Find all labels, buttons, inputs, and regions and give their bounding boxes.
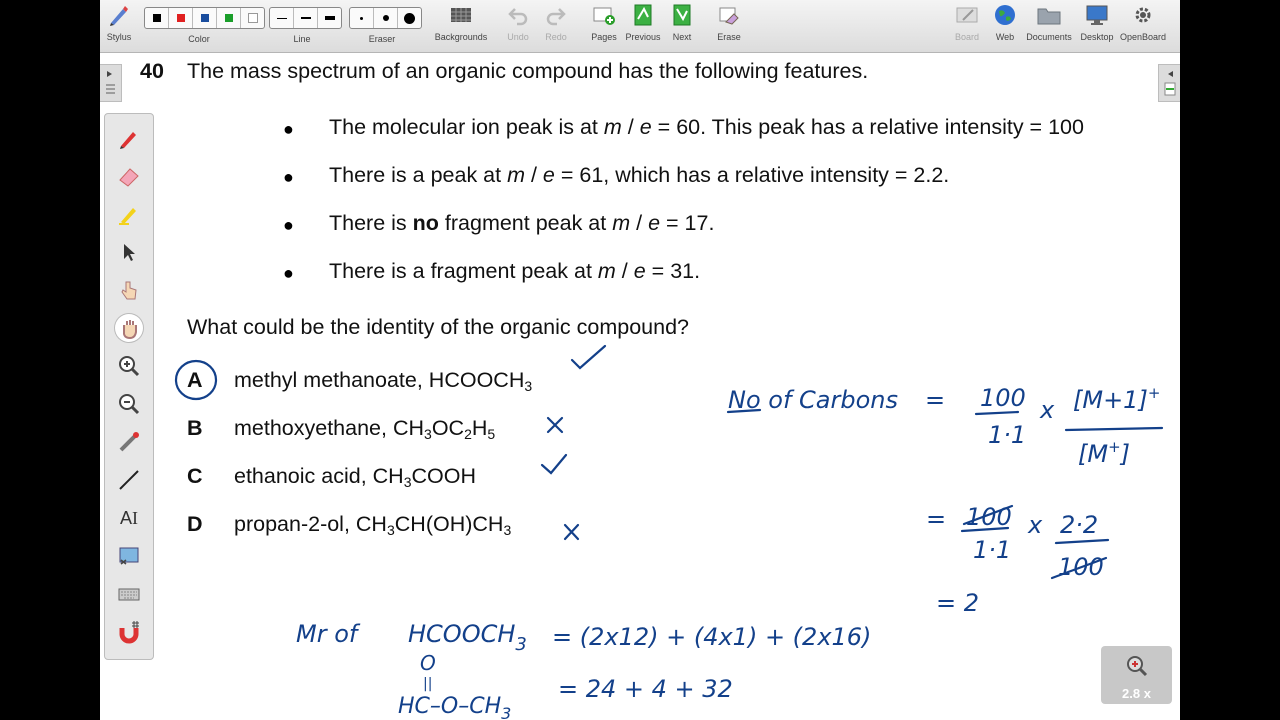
redo-icon xyxy=(543,2,569,28)
bullet-text: There is no fragment peak at m / e = 17. xyxy=(329,211,715,235)
undo-icon xyxy=(505,2,531,28)
bullet-text: The molecular ion peak is at m / e = 60. This peak has a relative intensity = 100 xyxy=(329,115,1084,139)
previous-page-icon xyxy=(630,2,656,28)
zoom-out-tool[interactable] xyxy=(115,390,143,418)
numerator-2-2: 2·2 xyxy=(1060,511,1099,539)
equals-sign: = xyxy=(925,386,946,414)
eraser-icon xyxy=(117,164,141,188)
pen-tool[interactable] xyxy=(115,124,143,152)
result-equals-2: = 2 xyxy=(936,589,980,617)
selector-tool[interactable] xyxy=(115,238,143,266)
ink-annotations xyxy=(100,0,1180,720)
zoom-magnifier-icon xyxy=(1123,652,1151,680)
pages-button[interactable]: Pages xyxy=(589,2,619,42)
eraser-medium[interactable] xyxy=(374,8,398,28)
m-plus-1: [M+1]+ xyxy=(1073,384,1161,414)
tick-mark xyxy=(572,346,605,368)
m-plus: [M+] xyxy=(1078,438,1131,468)
text-tool[interactable] xyxy=(115,504,143,532)
bullet-dot: ● xyxy=(283,167,294,187)
bullet-dot: ● xyxy=(283,263,294,283)
pen-icon xyxy=(117,126,141,150)
bullet-dot: ● xyxy=(283,119,294,139)
magnet-grid-tool[interactable] xyxy=(115,618,143,646)
question-prompt: What could be the identity of the organic compound? xyxy=(187,315,689,339)
color-green[interactable] xyxy=(217,8,241,28)
color-palette xyxy=(144,7,265,29)
underline-stroke xyxy=(728,410,760,412)
line-width-selector xyxy=(269,7,342,29)
backgrounds-button[interactable]: Backgrounds xyxy=(434,2,488,42)
grid-icon xyxy=(448,2,474,28)
right-panel-toggle[interactable] xyxy=(1158,64,1180,102)
laser-pointer-icon xyxy=(117,430,141,454)
board-icon xyxy=(954,2,980,28)
sum-expression: = 24 + 4 + 32 xyxy=(558,675,733,703)
zoom-level: 2.8 x xyxy=(1122,686,1151,701)
highlighter-tool[interactable] xyxy=(115,200,143,228)
option-letter: A xyxy=(187,368,203,392)
structure-chain: $HC-O-CH_3$ xyxy=(398,694,512,720)
magnet-icon xyxy=(117,620,141,644)
option-d-text: propan-2-ol, $CH_3CH(OH)CH_3$ xyxy=(234,512,512,538)
color-white[interactable] xyxy=(241,8,264,28)
carbons-label: No of Carbons xyxy=(728,386,898,414)
left-panel-toggle[interactable] xyxy=(100,64,122,102)
line-tool[interactable] xyxy=(115,466,143,494)
keyboard-icon xyxy=(117,582,141,606)
globe-icon xyxy=(992,2,1018,28)
question-number: 40 xyxy=(140,59,164,83)
highlighter-icon xyxy=(117,202,141,226)
whiteboard-page[interactable] xyxy=(100,0,1180,720)
option-letter: B xyxy=(187,416,203,440)
option-a-text: methyl methanoate, $HCOOCH_3$ xyxy=(234,368,533,394)
text-ai-icon: AI xyxy=(119,507,138,528)
mr-formula: $HCOOCH_3$ xyxy=(408,620,527,655)
hand-icon xyxy=(117,316,141,340)
denominator-1-1: 1·1 xyxy=(973,536,1012,564)
option-letter: C xyxy=(187,464,203,488)
option-letter: D xyxy=(187,512,203,536)
undo-button[interactable]: Undo xyxy=(504,2,532,42)
stylus-icon xyxy=(106,2,132,28)
stylus-button[interactable]: Stylus xyxy=(104,2,134,42)
board-button[interactable]: Board xyxy=(952,2,982,42)
erase-page-icon xyxy=(716,2,742,28)
fraction-bar xyxy=(962,528,1008,531)
bullet-text: There is a fragment peak at m / e = 31. xyxy=(329,259,701,283)
cross-mark xyxy=(565,525,578,539)
fraction-bar xyxy=(976,412,1018,414)
monitor-icon xyxy=(1084,2,1110,28)
mr-label: Mr of xyxy=(296,620,358,648)
web-button[interactable]: Web xyxy=(992,2,1018,42)
keyboard-tool[interactable] xyxy=(115,580,143,608)
question-stem: The mass spectrum of an organic compound has the following features. xyxy=(187,59,869,83)
structure-double-bond: || xyxy=(423,676,433,692)
zoom-out-icon xyxy=(117,392,141,416)
option-c-text: ethanoic acid, $CH_3COOH$ xyxy=(234,464,476,490)
laser-pointer-tool[interactable] xyxy=(115,428,143,456)
gear-icon xyxy=(1130,2,1156,28)
denominator-1-1: 1·1 xyxy=(988,421,1027,449)
times-sign: x xyxy=(1040,396,1055,424)
next-page-button[interactable]: Next xyxy=(668,2,696,42)
bullet-text: There is a peak at m / e = 61, which has a relative intensity = 2.2. xyxy=(329,163,950,187)
panel-arrow-icon xyxy=(1159,65,1180,101)
redo-button[interactable]: Redo xyxy=(542,2,570,42)
hand-pan-tool[interactable] xyxy=(115,314,143,342)
fraction-bar xyxy=(1066,428,1162,430)
zoom-in-tool[interactable] xyxy=(115,352,143,380)
folder-icon xyxy=(1036,2,1062,28)
documents-button[interactable]: Documents xyxy=(1024,2,1074,42)
cancel-stroke xyxy=(964,506,1012,524)
panel-arrow-icon xyxy=(100,65,121,101)
denominator-100: 100 xyxy=(1058,553,1104,581)
fraction-bar xyxy=(1056,540,1108,543)
erase-button[interactable]: Erase xyxy=(714,2,744,42)
option-b-text: methoxyethane, $CH_3OC_2H_5$ xyxy=(234,416,496,442)
equals-sign: = xyxy=(926,505,947,533)
cancel-stroke xyxy=(1052,558,1106,578)
cursor-arrow-icon xyxy=(117,240,141,264)
desktop-button[interactable]: Desktop xyxy=(1078,2,1116,42)
structure-oxygen: O xyxy=(420,651,436,675)
mr-expression: = (2x12) + (4x1) + (2x16) xyxy=(552,623,872,651)
openboard-menu-button[interactable]: OpenBoard xyxy=(1120,2,1166,42)
line-thin[interactable] xyxy=(270,8,294,28)
pointing-hand-icon xyxy=(117,278,141,302)
zoom-indicator[interactable] xyxy=(1101,646,1172,704)
color-blue[interactable] xyxy=(193,8,217,28)
capture-icon xyxy=(117,544,141,568)
interact-tool[interactable] xyxy=(115,276,143,304)
top-toolbar: Stylus Color Line Eraser Backgrounds Undo Redo Pages Previous Next Erase Board Web Documents Desktop OpenBoard xyxy=(100,0,1180,53)
color-red[interactable] xyxy=(169,8,193,28)
line-icon xyxy=(117,468,141,492)
next-page-icon xyxy=(669,2,695,28)
line-medium[interactable] xyxy=(294,8,318,28)
eraser-tool[interactable] xyxy=(115,162,143,190)
numerator-100: 100 xyxy=(980,384,1026,412)
zoom-in-icon xyxy=(117,354,141,378)
tick-mark xyxy=(542,455,566,473)
capture-tool[interactable] xyxy=(115,542,143,570)
eraser-size-selector xyxy=(349,7,422,29)
previous-page-button[interactable]: Previous xyxy=(624,2,662,42)
eraser-small[interactable] xyxy=(350,8,374,28)
bullet-dot: ● xyxy=(283,215,294,235)
add-page-icon xyxy=(591,2,617,28)
numerator-100: 100 xyxy=(966,503,1012,531)
tool-sidebar xyxy=(104,113,154,660)
times-sign: x xyxy=(1028,511,1043,539)
eraser-large[interactable] xyxy=(398,8,421,28)
line-thick[interactable] xyxy=(318,8,341,28)
color-black[interactable] xyxy=(145,8,169,28)
cross-mark xyxy=(548,418,562,432)
